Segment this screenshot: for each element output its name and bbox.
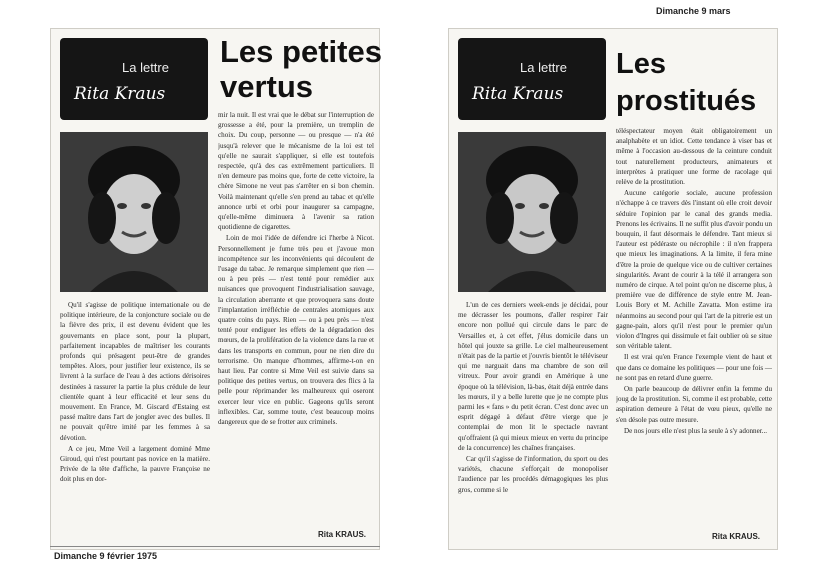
portrait-image — [60, 132, 208, 292]
right-title-line2: prostitués — [616, 85, 757, 117]
right-portrait-photo — [458, 132, 606, 292]
right-date: Dimanche 9 mars — [656, 6, 731, 16]
paragraph: On parle beaucoup de délivrer enfin la femme du joug de la prostitution. Si, comme il est probable, cette aspiration demeure à l'état de vœu pieux, qu'elle ne s'en désole pas outre mesure. — [616, 385, 772, 424]
right-title-line1: Les — [616, 48, 666, 80]
paragraph: Il est vrai qu'en France l'exemple vient de haut et que dans ce domaine les politiques — pour une fois — ne sont pas en retard d'une guerre. — [616, 353, 772, 382]
banner-author: Rita Kraus — [472, 84, 564, 104]
left-title-line1: Les petites — [220, 34, 382, 69]
left-footer-rule — [50, 546, 380, 547]
right-article-column-1 — [458, 300, 608, 532]
paragraph: mir la nuit. Il est vrai que le débat sur l'interruption de grossesse a été, pour la première, un tremplin de choix. Du coup, personne — ou presque — n'a été jusqu'à relever que le mécanisme de la loi est tel qu'elle ne saurait s'appliquer, si elle est toutefois respectée, qu'à des cas extrêmement particuliers. Il n'en demeure pas moins que, forte de cette victoire, la chère Simone ne veut pas s'arrêter en si bon chemin. Voilà maintenant qu'elle s'en prend au tabac et qu'elle annonce urbi et orbi pour inaugurer sa campagne, qu'elle-même diminuera à l'avenir sa ration quotidienne de cigarettes. — [218, 111, 374, 232]
banner-line1: La lettre — [520, 60, 567, 75]
left-signature: Rita KRAUS. — [318, 530, 367, 539]
paragraph: De nos jours elle n'est plus la seule à s'y adonner... — [624, 426, 768, 435]
left-title-line2: vertus — [220, 69, 314, 104]
banner-line1: La lettre — [122, 60, 169, 75]
paragraph: Aucune catégorie sociale, aucune profession n'échappe à ce travers dès l'instant où elle croit devoir séduire l'opinion par le canal des grands media. Prenons les écrivains. Il ne suffit plus d'avoir pondu un bouquin, il faut désormais le défendre. Tant mieux si l'auteur est pédéraste ou nécrophile : il n'en frappera que mieux les imaginations. A la limite, il fera mine d'être la proie de quelque vice ou de cultiver certaines singularités. Avant de courir à la télé il arrangera son numéro de cirque. A tel point qu'on ne discerne plus, à première vue de différence de style entre M. Jean-Louis Bory et M. Achille Zavatta. Mon estime ira néanmoins au second pour qui l'art de la pitrerie est un gagne-pain, alors qu'il n'est pour le premier qu'un violon d'Ingres qui dissimule et fait oublier où se situe son véritable talent. — [616, 189, 772, 351]
left-portrait-photo — [60, 132, 208, 292]
paragraph: Qu'il s'agisse de politique internationale ou de politique intérieure, de la conjoncture sociale ou de la fièvre des prix, il est devenu évident que les gouvernants en place sont, pour la plupart, parfaitement incapables de maîtriser les courants profonds qui présagent peut-être de grandes tempêtes. Alors, pour justifier leur existence, ils se livrent à la surface de l'eau à des actions dérisoires destinées à rassurer la partie la plus crédule de leur clientèle quant à leur efficacité et leur sens du mouvement. En France, M. Giscard d'Estaing est passé maître dans l'art de jongler avec des bulles. Il ne pouvait qu'être imité par les femmes à sa dévotion. — [60, 301, 210, 442]
right-article-column-2 — [616, 126, 772, 532]
right-column-banner — [458, 38, 606, 120]
paragraph: L'un de ces derniers week-ends je décidai, pour me décrasser les poumons, d'aller respirer l'air encore non pollué qui circule dans le parc de Versailles et, à cet effet, j'élus domicile dans un hôtel qui jouxte sa grille. Le ciel malheureusement n'était pas de la partie et j'ouvris bientôt le téléviseur qui me narguait dans ma chambre de son œil vitreux. Pour avoir grandi en Amérique à une époque où la télévision, là-bas, était déjà entrée dans les mœurs, il y a belle lurette que je ne compte plus parmi les « fans » du petit écran. C'est donc avec un esprit dégagé à défaut d'être vierge que je contemplai de mon lit le spectacle navrant qu'offraient (à qui mieux mieux en vertu du principe de la concurrence) les chaînes françaises. — [458, 301, 608, 452]
paragraph: téléspectateur moyen était obligatoirement un analphabète et un idiot. Cette tendance à viser bas et même à l'occasion au-dessous de la ceinture conduit tout naturellement producteurs, animateurs et interprètes à pratiquer une forme de racolage qui relève de la prostitution. — [616, 127, 772, 187]
paragraph: Loin de moi l'idée de défendre ici l'herbe à Nicot. Personnellement je fume très peu et j'avoue mon incompétence sur les inconvénients qui découlent de l'usage du tabac. Je remarque simplement que rien — ou à peu près — n'est tenté pour remédier aux nuisances que provoquent l'industrialisation sauvage, la circulation aberrante et que provoquera sans doute l'implantation irréfléchie de centrales atomiques aux quatre coins du pays. Rien — ou à peu près — n'est tenté pour endiguer les effets de la dégradation des mœurs, de la prolifération de la violence dans la rue et dans les transports en commun, pour ne rien dire du terrorisme. On manque d'hommes, affirme-t-on en haut lieu. Par contre si Mme Veil est suivie dans sa politique des petites vertus, on trouvera des flics à la pelle pour réprimander les malheureux qui oseront exercer leur vice en public. Gageons qu'ils seront inflexibles. Car, somme toute, c'est beaucoup moins dangereux que de se frotter aux criminels. — [218, 234, 374, 427]
left-article-column-1 — [60, 300, 210, 532]
left-title — [220, 36, 382, 102]
portrait-image — [458, 132, 606, 292]
left-column-banner — [60, 38, 208, 120]
left-article-column-2 — [218, 110, 374, 532]
right-signature: Rita KRAUS. — [712, 532, 761, 541]
left-date: Dimanche 9 février 1975 — [54, 551, 158, 561]
paragraph: A ce jeu, Mme Veil a largement dominé Mme Giroud, qui n'est pourtant pas novice en la matière. Privée de la tête d'affiche, la pauvre Françoise ne doit plus en dor- — [60, 444, 210, 484]
right-title — [616, 50, 756, 116]
banner-author: Rita Kraus — [74, 84, 166, 104]
paragraph: Car qu'il s'agisse de l'information, du sport ou des variétés, chacune s'efforçait de monopoliser l'audience par les procédés démagogiques les plus gros, comme si le — [458, 455, 608, 494]
